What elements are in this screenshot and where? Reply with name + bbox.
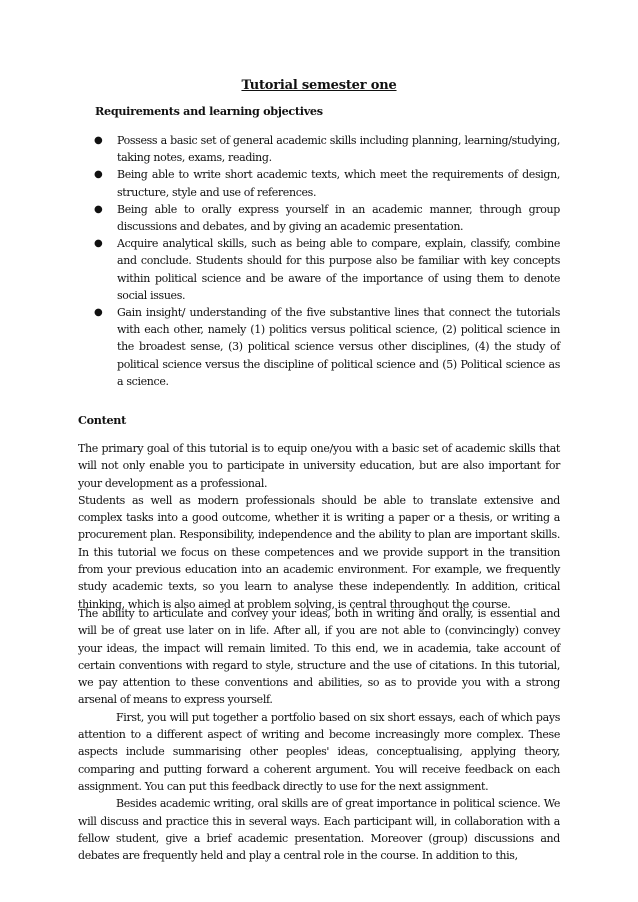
list-item-text: Acquire analytical skills, such as being able to compare, explain, classify, combine and conclude. Students should for this purpose also be familiar with key concepts within political science and be aware of the importance of using them to denote social issues. xyxy=(117,237,560,302)
list-item xyxy=(88,166,560,200)
bullet-icon: ● xyxy=(94,203,103,215)
page-title: Tutorial semester one xyxy=(241,78,397,93)
paragraph-text: First, you will put together a portfolio based on six short essays, each of which pays attention to a different aspect of writing and become increasingly more complex. These aspects include summarising other peoples' ideas, conceptualising, applying theory, comparing and putting forward a coherent argument. You will receive feedback on each assignment. You can put this feedback directly to use for the next assignment. xyxy=(78,710,560,793)
list-item xyxy=(88,132,560,166)
content-heading: Content xyxy=(78,413,126,427)
list-item-text: Gain insight/ understanding of the five substantive lines that connect the tutorials with each other, namely (1) politics versus political science, (2) political science in the broadest sense, (3) political science versus other disciplines, (4) the study of political science versus the discipline of political science and (5) Political science as a science. xyxy=(117,306,560,388)
paragraph-text: Besides academic writing, oral skills are of great importance in political science. We will discuss and practice this in several ways. Each participant will, in collaboration with a fellow student, give a brief academic presentation. Moreover (group) discussions and debates are frequently held and play a central role in the course. In addition to this, xyxy=(78,797,560,863)
objectives-list xyxy=(88,132,560,390)
content-paragraph-2 xyxy=(78,605,560,864)
list-item-text: Possess a basic set of general academic skills including planning, learning/studying, taking notes, exams, reading. xyxy=(117,134,560,165)
bullet-icon: ● xyxy=(94,238,103,250)
list-item-text: Being able to orally express yourself in an academic manner, through group discussions and debates, and by giving an academic presentation. xyxy=(117,202,560,234)
bullet-icon: ● xyxy=(94,135,103,146)
requirements-heading: Requirements and learning objectives xyxy=(95,104,323,118)
paragraph-text: Students as well as modern professionals should be able to translate extensive and complex tasks into a good outcome, whether it is writing a paper or a thesis, or writing a procurement plan. Responsibility, independence and the ability to plan are important skills. In this tutorial we focus on these competences and we provide support in the transition from your previous education into an academic environment. For example, we frequently study academic texts, so you learn to analyse these independently. In addition, critical thinking, which is also aimed at problem solving, is central throughout the course. xyxy=(78,493,560,611)
bullet-icon: ● xyxy=(94,169,103,181)
list-item xyxy=(88,304,560,390)
list-item xyxy=(88,201,560,235)
list-item-text: Being able to write short academic texts, which meet the requirements of design, structure, style and use of references. xyxy=(117,168,560,199)
bullet-icon: ● xyxy=(94,307,103,319)
paragraph-text: The ability to articulate and convey your ideas, both in writing and orally, is essential and will be of great use later on in life. After all, if you are not able to (convincingly) convey your ideas, the impact will remain limited. To this end, we in academia, take account of certain conventions with regard to style, structure and the use of citations. In this tutorial, we pay attention to these conventions and abilities, so as to provide you with a strong arsenal of means to express yourself. xyxy=(78,607,560,707)
content-paragraph-1 xyxy=(78,440,560,613)
paragraph-text: The primary goal of this tutorial is to equip one/you with a basic set of academic skills that will not only enable you to participate in university education, but are also important for your development as a professional. xyxy=(78,442,560,490)
list-item xyxy=(88,235,560,304)
